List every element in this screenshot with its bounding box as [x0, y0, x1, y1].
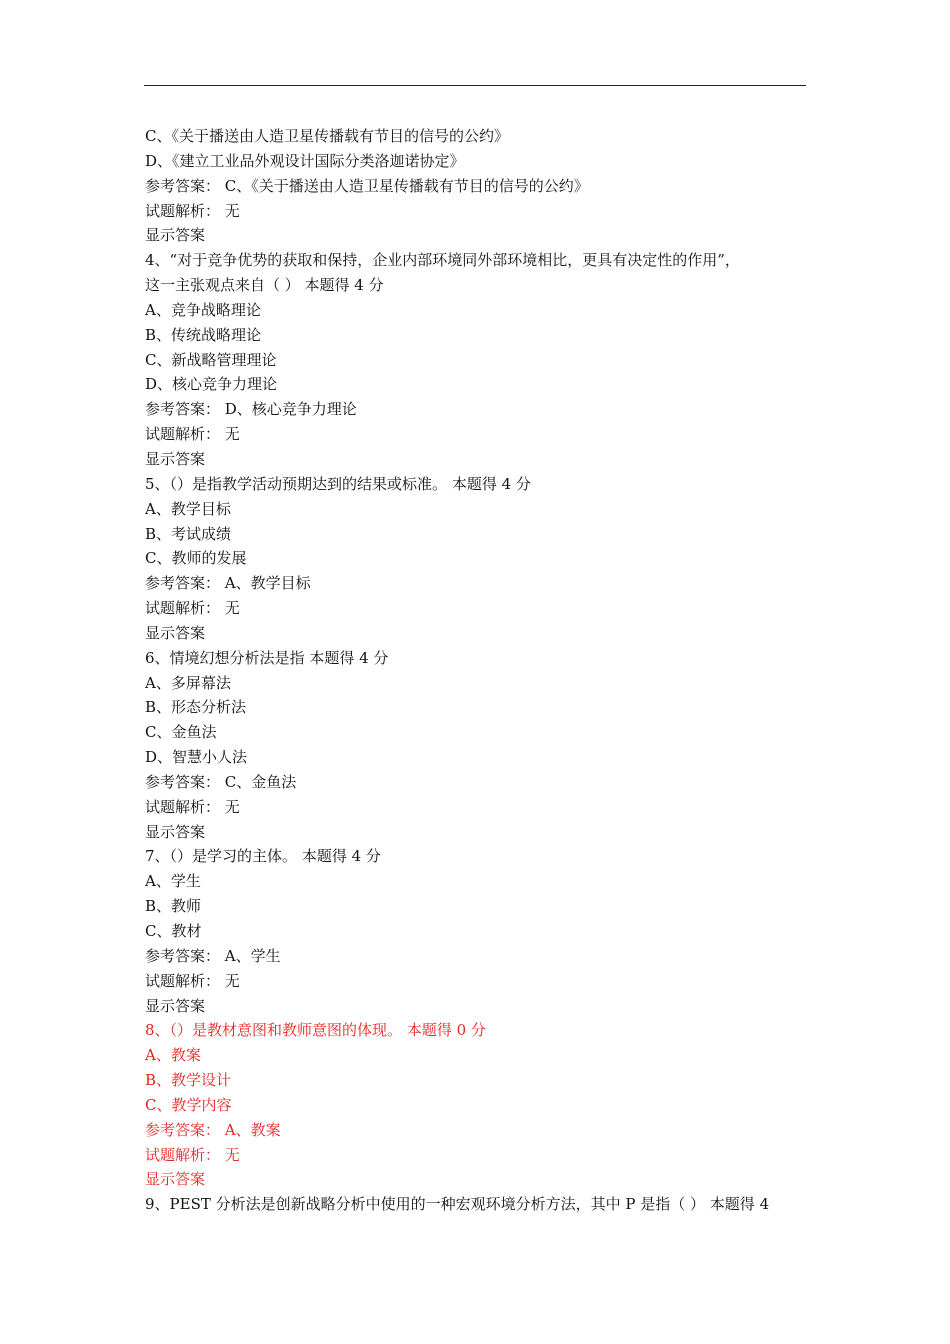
option-d: D、核心竞争力理论: [145, 375, 278, 394]
question-stem: 6、情境幻想分析法是指 本题得 4 分: [145, 648, 389, 667]
option-b: B、教师: [145, 897, 202, 916]
question-stem: 4、“对于竞争优势的获取和保持，企业内部环境同外部环境相比，更具有决定性的作用”，: [145, 251, 740, 270]
question-stem: 5、（）是指教学活动预期达到的结果或标准。 本题得 4 分: [145, 474, 531, 493]
option-c: C、教学内容: [145, 1095, 232, 1114]
option-b: B、传统战略理论: [145, 325, 262, 344]
reference-answer: 参考答案： C、金鱼法: [145, 772, 297, 791]
option-c: C、教材: [145, 922, 202, 940]
show-answer-link[interactable]: 显示答案: [145, 449, 206, 468]
reference-answer: 参考答案： A、学生: [145, 946, 281, 965]
show-answer-link[interactable]: 显示答案: [145, 623, 206, 642]
show-answer-link[interactable]: 显示答案: [145, 996, 206, 1015]
option-a: A、教学目标: [145, 499, 231, 518]
option-a: A、学生: [145, 872, 201, 891]
option-c: C、《关于播送由人造卫星传播载有节目的信号的公约》: [145, 127, 509, 145]
option-b: B、考试成绩: [145, 524, 232, 543]
question-analysis: 试题解析： 无: [145, 1145, 240, 1164]
option-a: A、多屏幕法: [145, 673, 231, 692]
question-stem-wrong: 8、（）是教材意图和教师意图的体现。 本题得 0 分: [145, 1021, 486, 1040]
reference-answer: 参考答案： A、教学目标: [145, 574, 311, 593]
option-a: A、教案: [145, 1046, 201, 1065]
option-a: A、竞争战略理论: [145, 300, 261, 319]
question-stem: 7、（）是学习的主体。 本题得 4 分: [145, 847, 381, 866]
header-rule: [144, 85, 806, 86]
option-b: B、教学设计: [145, 1071, 232, 1090]
question-analysis: 试题解析： 无: [145, 425, 240, 444]
question-stem-continued: 这一主张观点来自（ ） 本题得 4 分: [145, 276, 384, 295]
question-analysis: 试题解析： 无: [145, 797, 240, 816]
reference-answer: 参考答案： D、核心竞争力理论: [145, 400, 357, 419]
quiz-content: [145, 124, 810, 1217]
option-d: D、《建立工业品外观设计国际分类洛迦诺协定》: [145, 151, 465, 170]
question-analysis: 试题解析： 无: [145, 201, 240, 220]
question-analysis: 试题解析： 无: [145, 971, 240, 990]
reference-answer: 参考答案： C、《关于播送由人造卫星传播载有节目的信号的公约》: [145, 176, 589, 195]
option-c: C、金鱼法: [145, 723, 217, 742]
show-answer-link[interactable]: 显示答案: [145, 822, 206, 841]
option-d: D、智慧小人法: [145, 748, 248, 767]
question-analysis: 试题解析： 无: [145, 599, 240, 618]
option-c: C、新战略管理理论: [145, 350, 277, 369]
show-answer-link[interactable]: 显示答案: [145, 226, 206, 245]
option-b: B、形态分析法: [145, 698, 247, 717]
question-stem: 9、PEST 分析法是创新战略分析中使用的一种宏观环境分析方法，其中 P 是指（ ） 本题得 4: [145, 1195, 770, 1214]
option-c: C、教师的发展: [145, 549, 247, 568]
reference-answer: 参考答案： A、教案: [145, 1120, 281, 1139]
show-answer-link[interactable]: 显示答案: [145, 1170, 206, 1189]
